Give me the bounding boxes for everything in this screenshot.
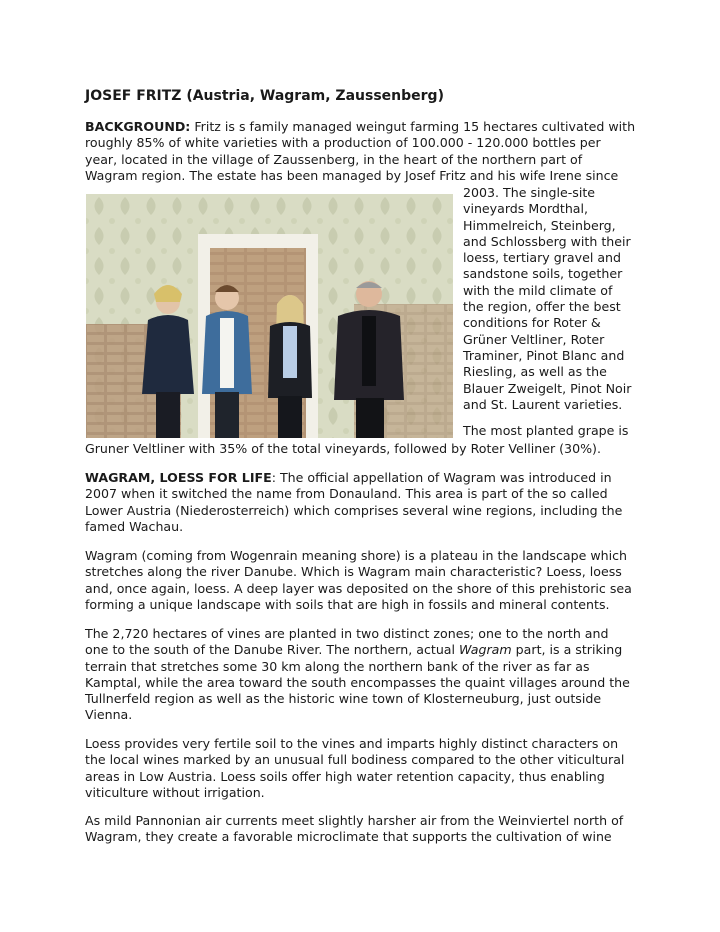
- zones-line: Kamptal, while the area toward the south encompasses the quaint villages around the: [85, 674, 630, 690]
- climate-line: Wagram, they create a favorable microclimate that supports the cultivation of wine: [85, 829, 612, 845]
- loess-line: areas in Low Austria. Loess soils offer high water retention capacity, thus enabling: [85, 768, 605, 784]
- wagram-label: WAGRAM, LOESS FOR LIFE: [85, 470, 272, 485]
- background-side-text: [463, 185, 643, 439]
- plateau-line: and, once again, loess. A deep layer was deposited on the shore of this prehistoric sea: [85, 580, 632, 596]
- climate-paragraph: [85, 813, 640, 846]
- loess-line: the local wines marked by an unusual full bodiness compared to the other viticultural: [85, 752, 625, 768]
- side-line: and St. Laurent varieties.: [463, 396, 623, 412]
- side-line: sandstone soils, together: [463, 266, 623, 282]
- side-line: loess, tertiary gravel and: [463, 250, 622, 266]
- zones-line: The 2,720 hectares of vines are planted in two distinct zones; one to the north and: [85, 626, 609, 641]
- wagram-line-3: Lower Austria (Niederosterreich) which comprises several wine regions, including the: [85, 502, 623, 518]
- background-paragraph: [85, 119, 640, 184]
- background-line-2: roughly 85% of white varieties with a production of 100.000 - 120.000 bottles per: [85, 135, 601, 151]
- side-line: the region, offer the best: [463, 299, 621, 315]
- side-line: vineyards Mordthal,: [463, 201, 589, 217]
- loess-line: Loess provides very fertile soil to the vines and imparts highly distinct characters on: [85, 736, 619, 751]
- climate-line: As mild Pannonian air currents meet slightly harsher air from the Weinviertel north of: [85, 813, 624, 828]
- background-line-1: BACKGROUND: Fritz is s family managed weingut farming 15 hectares cultivated with: [85, 119, 636, 134]
- wagram-emphasis: Wagram: [459, 642, 512, 658]
- side-line: Traminer, Pinot Blanc and: [463, 347, 625, 363]
- zones-paragraph: [85, 626, 640, 724]
- side-line: Blauer Zweigelt, Pinot Noir: [463, 380, 632, 396]
- zones-line-2: one to the south of the Danube River. The northern, actual Wagram part, is a striking: [85, 642, 623, 658]
- background-label: BACKGROUND:: [85, 119, 191, 134]
- side-line: and Schlossberg with their: [463, 233, 631, 249]
- plateau-line: forming a unique landscape with soils that are high in fossils and mineral contents.: [85, 596, 610, 612]
- side-line: Grüner Veltliner, Roter: [463, 331, 605, 347]
- background-tail: [85, 441, 640, 457]
- plateau-line: Wagram (coming from Wogenrain meaning shore) is a plateau in the landscape which: [85, 548, 628, 563]
- wagram-line-4: famed Wachau.: [85, 518, 184, 534]
- background-line-4: Wagram region. The estate has been managed by Josef Fritz and his wife Irene since: [85, 167, 619, 183]
- plateau-paragraph: [85, 548, 640, 613]
- page-title: JOSEF FRITZ (Austria, Wagram, Zaussenberg): [85, 88, 444, 104]
- side-line: 2003. The single-site: [463, 185, 596, 200]
- side-line: The most planted grape is: [463, 423, 629, 439]
- zones-line: Tullnerfeld region as well as the historic wine town of Klosterneuburg, just outside: [85, 691, 602, 707]
- family-photo: [86, 194, 453, 438]
- loess-line: viticulture without irrigation.: [85, 784, 265, 800]
- wagram-line-2: 2007 when it switched the name from Donauland. This area is part of the so called: [85, 486, 608, 502]
- side-line: Riesling, as well as the: [463, 364, 607, 380]
- zones-line: Vienna.: [85, 707, 133, 723]
- background-line-3: year, located in the village of Zaussenberg, in the heart of the northern part of: [85, 151, 583, 167]
- plateau-line: stretches along the river Danube. Which is Wagram main characteristic? Loess, loess: [85, 564, 622, 580]
- wagram-line-1: WAGRAM, LOESS FOR LIFE: The official appellation of Wagram was introduced in: [85, 470, 612, 485]
- side-line: with the mild climate of: [463, 282, 613, 298]
- background-tail-line: Gruner Veltliner with 35% of the total vineyards, followed by Roter Velliner (30%).: [85, 441, 601, 456]
- side-line: conditions for Roter &: [463, 315, 601, 331]
- side-line: Himmelreich, Steinberg,: [463, 217, 616, 233]
- zones-line: terrain that stretches some 30 km along the northern bank of the river as far as: [85, 658, 590, 674]
- loess-paragraph: [85, 736, 640, 801]
- wagram-paragraph: [85, 470, 640, 535]
